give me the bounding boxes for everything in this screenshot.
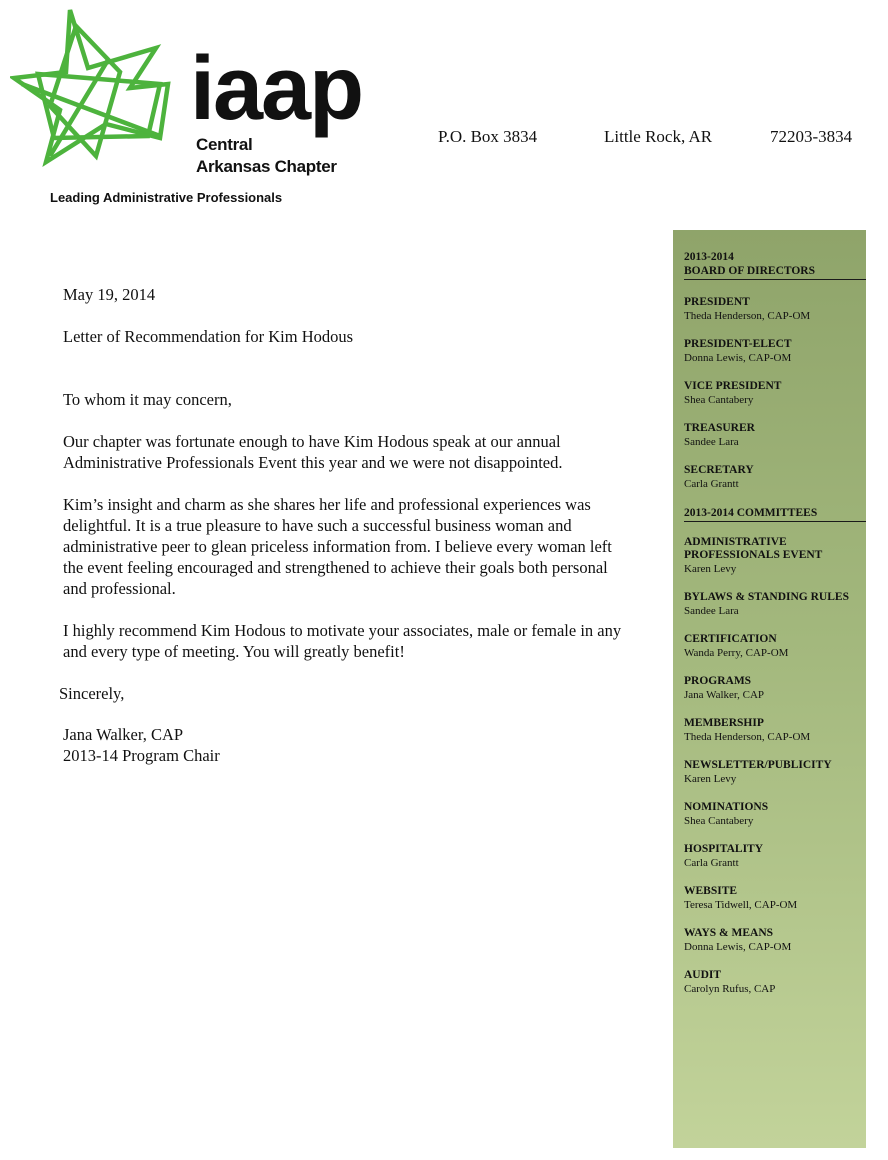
sidebar-entry [684,296,855,323]
logo-sub-line-1: Central [196,135,253,154]
iaap-star-logo [10,6,180,176]
sidebar-role: HOSPITALITY [684,843,764,855]
sidebar-member-name: Theda Henderson, CAP-OM [684,310,811,322]
letter-date: May 19, 2014 [63,285,156,304]
sidebar-entry [684,464,855,491]
sidebar-entry [684,927,855,954]
logo-sub-line-2: Arkansas Chapter [196,157,337,176]
sidebar-role: BYLAWS & STANDING RULES [684,591,849,603]
board-list [684,296,855,491]
sidebar-content [684,250,855,996]
sidebar-entry [684,633,855,660]
sidebar-role: MEMBERSHIP [684,717,764,729]
sidebar-role: NOMINATIONS [684,801,769,813]
sidebar-member-name: Donna Lewis, CAP-OM [684,941,792,953]
sidebar-entry [684,675,855,702]
board-year: 2013-2014 [684,251,734,263]
sidebar-role: AUDIT [684,969,722,981]
sidebar-entry [684,380,855,407]
sidebar-role: CERTIFICATION [684,633,777,645]
sidebar-role: PROGRAMS [684,675,752,687]
letter-paragraph: I highly recommend Kim Hodous to motivate your associates, male or female in any and every type of meeting. You will greatly benefit! [63,621,622,661]
sidebar-role: WEBSITE [684,885,738,897]
sidebar-role: SECRETARY [684,464,754,476]
board-heading: BOARD OF DIRECTORS [684,264,866,280]
sidebar-entry [684,885,855,912]
sidebar-role: ADMINISTRATIVE PROFESSIONALS EVENT [684,536,823,561]
sidebar-member-name: Donna Lewis, CAP-OM [684,352,792,364]
sidebar-entry [684,422,855,449]
sidebar-member-name: Carla Grantt [684,857,739,869]
sidebar-entry [684,591,855,618]
board-sidebar [673,230,866,1148]
letter-body [59,284,623,766]
committee-list [684,536,855,996]
sidebar-member-name: Carla Grantt [684,478,739,490]
sidebar-role: TREASURER [684,422,755,434]
sidebar-entry [684,338,855,365]
sidebar-entry [684,969,855,996]
sidebar-entry [684,801,855,828]
sidebar-member-name: Karen Levy [684,773,737,785]
sidebar-role: PRESIDENT-ELECT [684,338,792,350]
letter-salutation: To whom it may concern, [63,390,232,409]
sidebar-role: WAYS & MEANS [684,927,774,939]
sidebar-entry [684,536,855,576]
sidebar-member-name: Karen Levy [684,563,737,575]
sidebar-member-name: Teresa Tidwell, CAP-OM [684,899,798,911]
sidebar-member-name: Shea Cantabery [684,394,754,406]
sidebar-entry [684,759,855,786]
sidebar-entry [684,717,855,744]
sidebar-member-name: Sandee Lara [684,605,739,617]
sidebar-role: PRESIDENT [684,296,750,308]
sidebar-member-name: Carolyn Rufus, CAP [684,983,776,995]
signer-title: 2013-14 Program Chair [63,746,220,765]
letter-paragraph: Our chapter was fortunate enough to have Kim Hodous speak at our annual Administrative Professionals Event this year and we were not disappointed. [63,432,563,472]
logo-wordmark: iaap [190,39,363,139]
sidebar-member-name: Sandee Lara [684,436,739,448]
address-city: Little Rock, AR [604,127,713,146]
sidebar-member-name: Shea Cantabery [684,815,754,827]
letter-paragraph: Kim’s insight and charm as she shares her life and professional experiences was delightful. It is a true pleasure to have such a successful business woman and administrative peer to glean priceless information from. I believe every woman left the event feeling encouraged and strengthened to achieve their goals both personal and professional. [63,495,612,598]
sidebar-entry [684,843,855,870]
tagline: Leading Administrative Professionals [50,190,283,205]
sidebar-member-name: Jana Walker, CAP [684,689,765,701]
logo-chapter-name [196,134,337,178]
address-zip: 72203-3834 [770,127,853,146]
signer-name: Jana Walker, CAP [63,725,184,744]
sidebar-role: NEWSLETTER/PUBLICITY [684,759,832,771]
letter-closing: Sincerely, [59,684,125,703]
sidebar-member-name: Theda Henderson, CAP-OM [684,731,811,743]
committees-heading: 2013-2014 COMMITTEES [684,506,866,522]
letter-subject: Letter of Recommendation for Kim Hodous [63,327,354,346]
address-po-box: P.O. Box 3834 [438,127,538,146]
sidebar-role: VICE PRESIDENT [684,380,782,392]
sidebar-member-name: Wanda Perry, CAP-OM [684,647,789,659]
